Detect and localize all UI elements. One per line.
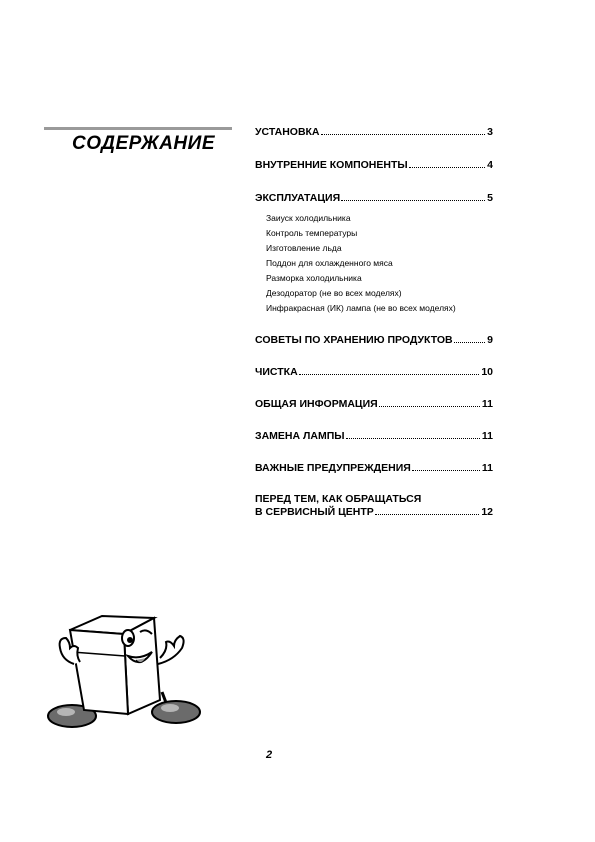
toc-leader (409, 167, 486, 168)
toc-label: ЭКСПЛУАТАЦИЯ (255, 192, 341, 204)
toc-item-operation[interactable] (255, 192, 493, 316)
toc-leader (379, 406, 480, 407)
toc-page: 10 (481, 366, 493, 378)
toc-subitem[interactable]: Заиуск холодильника (266, 213, 351, 223)
toc-page: 3 (487, 126, 493, 138)
toc-page: 12 (481, 506, 493, 518)
toc-subitem[interactable]: Дезодоратор (не во всех моделях) (266, 288, 402, 298)
mascot-body-front (70, 630, 128, 714)
mascot-right-shoe-shine (161, 704, 179, 712)
toc-item-warnings[interactable] (255, 462, 493, 475)
toc-subitem[interactable]: Изготовление льда (266, 243, 342, 253)
mascot-left-shoe-shine (57, 708, 75, 716)
toc-page: 11 (481, 398, 493, 410)
toc-item-storage-tips[interactable] (255, 334, 493, 347)
mascot-right-shoe (152, 701, 200, 723)
toc-subitem[interactable]: Разморка холодильника (266, 273, 362, 283)
mascot-pupil-left (127, 637, 133, 643)
toc-subitems (255, 211, 493, 316)
toc-label: ВАЖНЫЕ ПРЕДУПРЕЖДЕНИЯ (255, 462, 411, 474)
toc-subitem[interactable]: Контроль температуры (266, 228, 358, 238)
toc-item-installation[interactable] (255, 126, 493, 139)
toc-leader (346, 438, 480, 439)
toc-page: 11 (481, 462, 493, 474)
toc-label: В СЕРВИСНЫЙ ЦЕНТР (255, 506, 374, 518)
toc-label: ЧИСТКА (255, 366, 298, 378)
toc-item-general-info[interactable] (255, 398, 493, 411)
toc-leader (341, 200, 485, 201)
toc-label: ОБЩАЯ ИНФОРМАЦИЯ (255, 398, 378, 410)
toc-subitem[interactable]: Поддон для охлажденного мяса (266, 258, 393, 268)
page-number: 2 (266, 749, 273, 761)
toc-item-cleaning[interactable] (255, 366, 493, 379)
toc-item-lamp-replacement[interactable] (255, 430, 493, 443)
toc-leader (454, 342, 486, 343)
toc-subitem[interactable]: Инфракрасная (ИК) лампа (не во всех моделях) (266, 303, 456, 313)
toc-leader (412, 470, 480, 471)
refrigerator-mascot-icon (44, 608, 204, 736)
toc-label: СОВЕТЫ ПО ХРАНЕНИЮ ПРОДУКТОВ (255, 334, 453, 346)
toc-page: 9 (487, 334, 493, 346)
toc-item-service-center[interactable] (255, 493, 493, 519)
page-title: СОДЕРЖАНИЕ (72, 133, 215, 154)
toc-leader (375, 514, 480, 515)
toc-page: 11 (481, 430, 493, 442)
toc-label: УСТАНОВКА (255, 126, 320, 138)
toc-label: ВНУТРЕННИЕ КОМПОНЕНТЫ (255, 159, 408, 171)
mascot-right-arm (158, 636, 184, 664)
toc-label-line1: ПЕРЕД ТЕМ, КАК ОБРАЩАТЬСЯ (255, 493, 422, 505)
toc-leader (321, 134, 486, 135)
toc-item-components[interactable] (255, 159, 493, 172)
toc-leader (299, 374, 480, 375)
toc-label: ЗАМЕНА ЛАМПЫ (255, 430, 345, 442)
toc-page: 4 (487, 159, 493, 171)
toc-page: 5 (487, 192, 493, 204)
title-rule (44, 127, 232, 130)
